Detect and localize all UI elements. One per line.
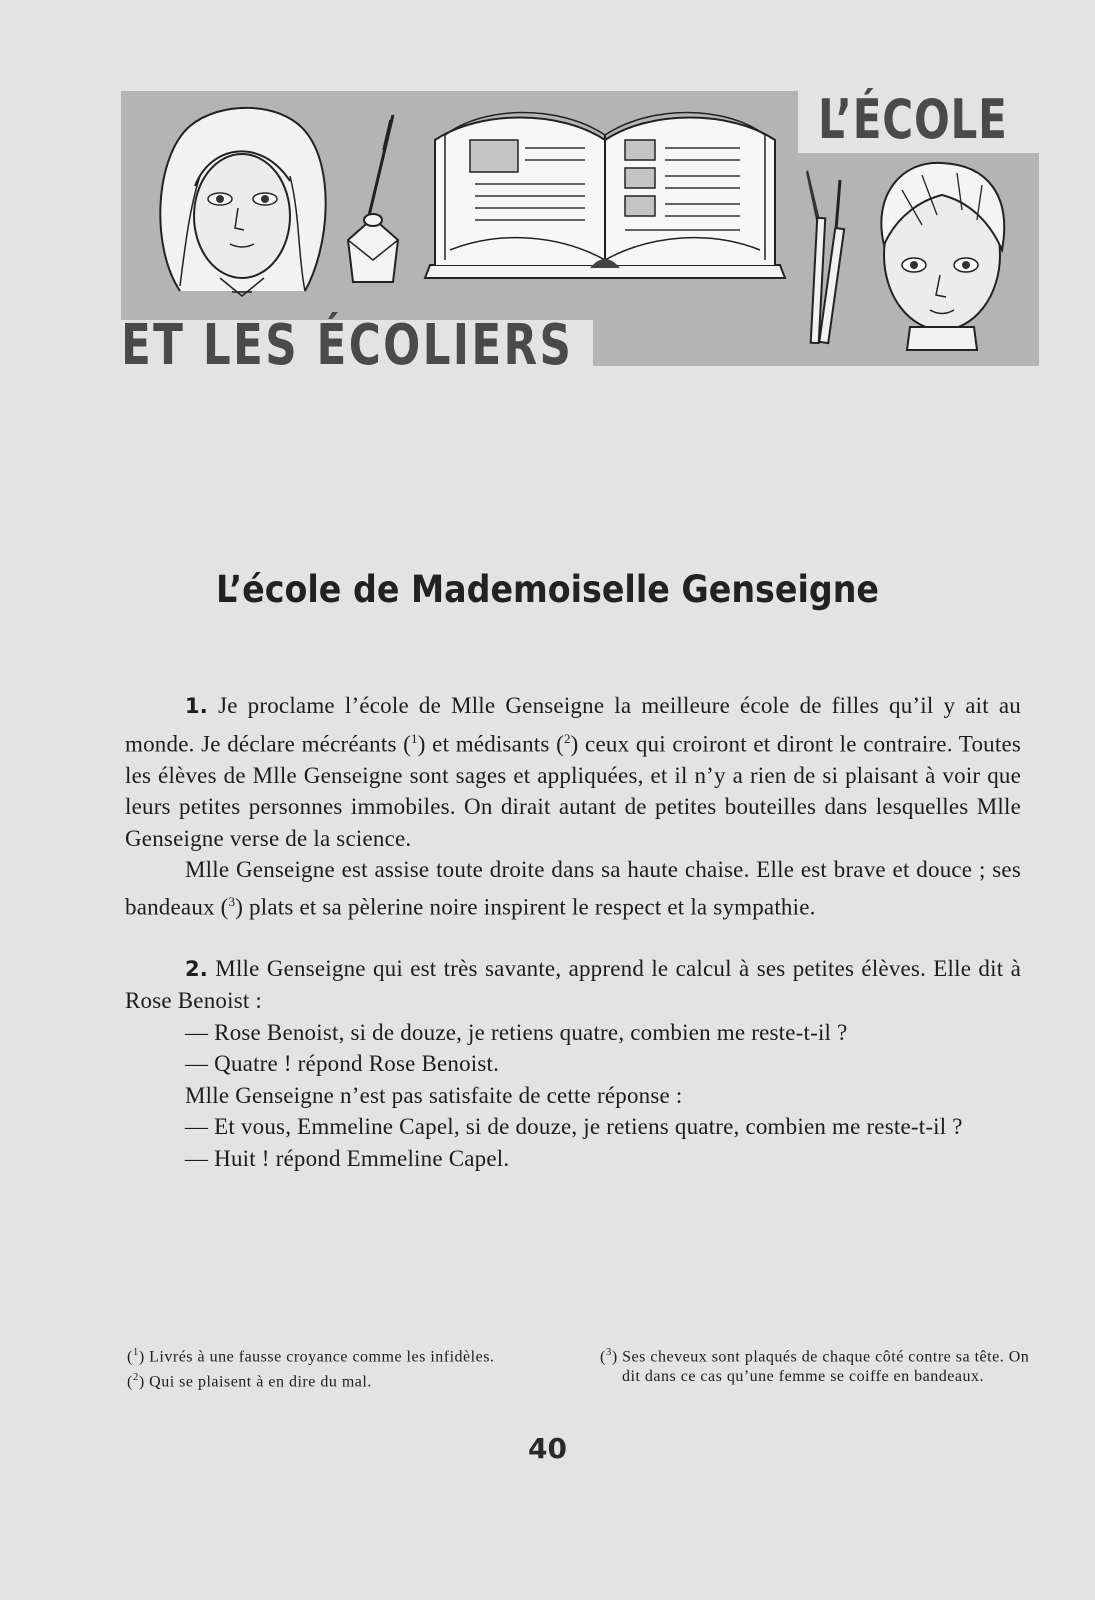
- footnote-3-mark: 3: [605, 1346, 612, 1358]
- section2-paragraph2: — Rose Benoist, si de douze, je retiens quatre, combien me reste-t-il ?: [185, 1019, 848, 1045]
- footnote-3-text: Ses cheveux sont plaqués de chaque côté contre sa tête. On dit dans ce cas qu’une femme se coiffe en bandeaux.: [617, 1348, 1030, 1386]
- section1-paragraph2: [125, 854, 1021, 923]
- footnote-3: ($^3$) Ses cheveux sont plaqués de chaque côté contre sa tête. On dit dans ce cas qu’une femme se coiffe en bandeaux.: [600, 1346, 1030, 1386]
- open-book-illustration: [420, 100, 790, 290]
- footnote-ref-3: 3: [228, 893, 236, 909]
- section1-p2-text-b: ) plats et sa pèlerine noire inspirent le respect et la sympathie.: [235, 894, 816, 920]
- footnote-2: ($^2$) Qui se plaisent à en dire du mal.: [127, 1371, 372, 1391]
- section2-number: 2.: [185, 956, 208, 981]
- section1-paragraph1: [125, 690, 1021, 854]
- paintbrushes-illustration: [798, 160, 858, 350]
- footnote-ref-1: 1: [411, 730, 418, 746]
- section1-p2-text-a: Mlle Genseigne est assise toute droite dans sa haute chaise. Elle est brave et douce ; ses bandeaux (: [125, 857, 1021, 920]
- page-number: 40: [528, 1432, 567, 1465]
- section-gap: [125, 923, 1021, 953]
- footnote-2-text: Qui se plaisent à en dire du mal.: [144, 1373, 372, 1391]
- section1-number: 1.: [185, 694, 208, 718]
- section2-paragraph6: — Huit ! répond Emmeline Capel.: [185, 1145, 510, 1171]
- footnote-1-mark: 1: [132, 1346, 139, 1358]
- footnotes-left: [127, 1342, 567, 1393]
- header-title-top: L’ÉCOLE: [818, 88, 1008, 151]
- section1-text-b: ) et médisants (: [417, 731, 564, 757]
- footnotes-right: [600, 1342, 1030, 1387]
- boy-portrait-illustration: [862, 155, 1022, 355]
- footnote-1: ($^1$) Livrés à une fausse croyance comme les infidèles.: [127, 1346, 495, 1366]
- footnote-2-mark: 2: [132, 1371, 139, 1384]
- section2-paragraph4: Mlle Genseigne n’est pas satisfaite de cette réponse :: [185, 1082, 683, 1108]
- section2-paragraph5: — Et vous, Emmeline Capel, si de douze, je retiens quatre, combien me reste-t-il ?: [185, 1114, 963, 1140]
- section2-paragraph3: — Quatre ! répond Rose Benoist.: [185, 1051, 500, 1077]
- lesson-body: [125, 690, 1021, 1174]
- section1-text-a: Je proclame l’école de Mlle Genseigne la meilleure école de filles qu’il y ait au monde. Je déclare mécréants (: [125, 693, 1021, 757]
- footnote-1-text: Livrés à une fausse croyance comme les infidèles.: [144, 1348, 495, 1366]
- lesson-title: L’école de Mademoiselle Genseigne: [215, 568, 880, 611]
- girl-portrait-illustration: [140, 96, 340, 306]
- footnote-ref-2: 2: [563, 730, 571, 746]
- section2-text-1: Mlle Genseigne qui est très savante, apprend le calcul à ses petites élèves. Elle dit à Rose Benoist :: [125, 955, 1022, 1014]
- inkwell-pen-illustration: [338, 110, 418, 290]
- section1-text-c: ) ceux qui croiront et diront le contraire. Toutes les élèves de Mlle Genseigne sont sages et appliquées, et il n’y a rien de si plaisant à voir que leurs petites personnes immobiles. On dirait autant de petites bouteilles dans lesquelles Mlle Genseigne verse de la science.: [125, 731, 1022, 851]
- header-title-bottom: ET LES ÉCOLIERS: [121, 313, 574, 378]
- section2-paragraph1: [125, 953, 1021, 1017]
